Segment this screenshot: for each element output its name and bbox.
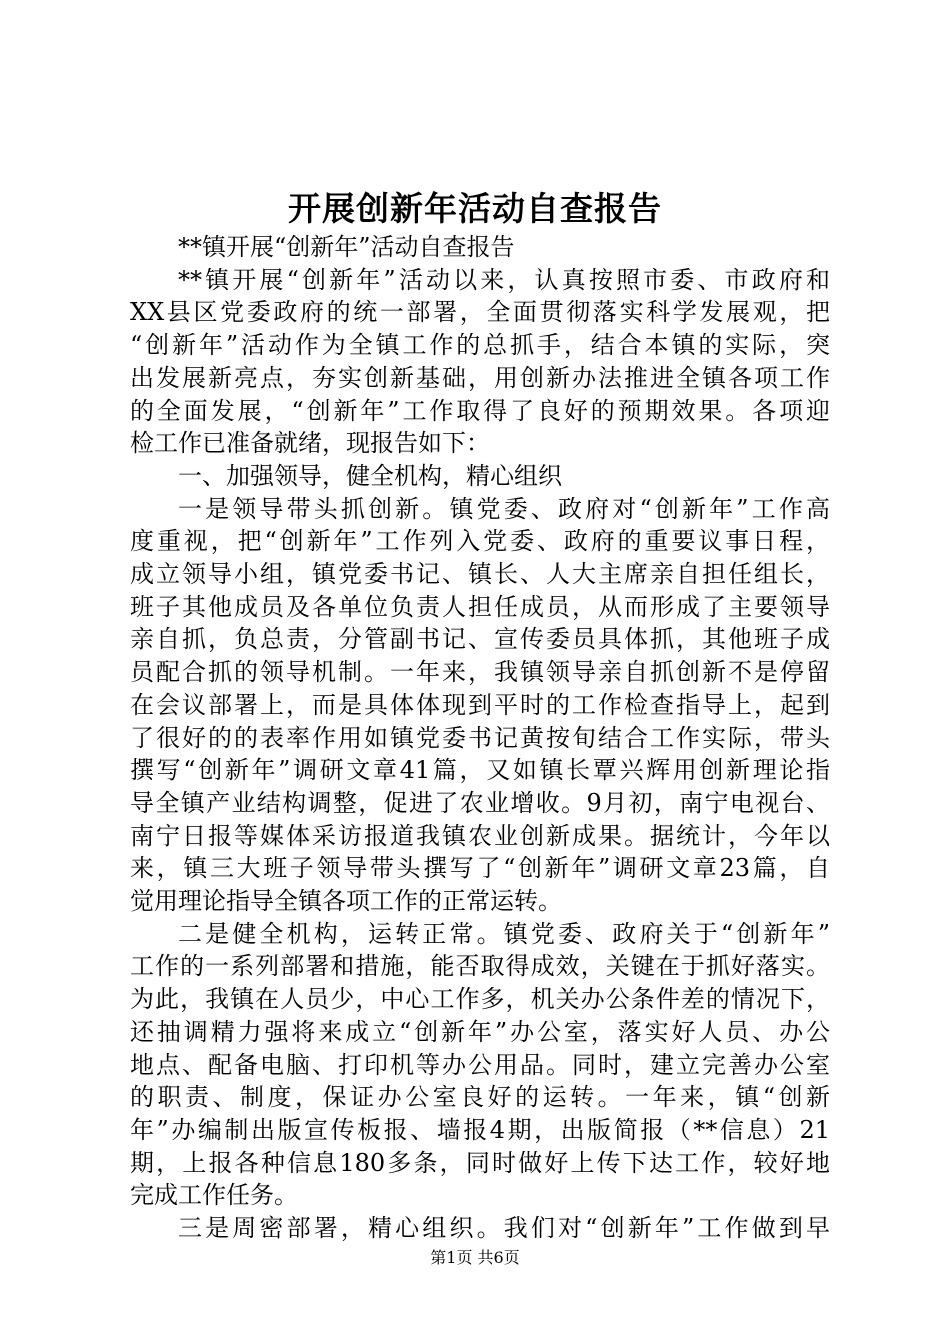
text-line: 成立领导小组，镇党委书记、镇长、人大主席亲自担任组长，: [130, 560, 830, 589]
text-line: 工作的一系列部署和措施，能否取得成效，关键在于抓好落实。: [130, 952, 830, 981]
text-line: 地点、配备电脑、打印机等办公用品。同时，建立完善办公室: [130, 1050, 830, 1079]
text-line: 撰写“创新年”调研文章41篇，又如镇长覃兴辉用创新理论指: [130, 756, 830, 785]
text-line: 出发展新亮点，夯实创新基础，用创新办法推进全镇各项工作: [130, 363, 830, 392]
text-line: 三是周密部署，精心组织。我们对“创新年”工作做到早: [178, 1214, 830, 1243]
text-line: 了很好的的表率作用如镇党委书记黄按旬结合工作实际，带头: [130, 723, 830, 752]
document-title: 开展创新年活动自查报告: [288, 189, 662, 228]
text-line: 班子其他成员及各单位负责人担任成员，从而形成了主要领导: [130, 592, 830, 621]
text-line: 导全镇产业结构调整，促进了农业增收。9月初，南宁电视台、: [130, 788, 830, 817]
text-line: XX县区党委政府的统一部署，全面贯彻落实科学发展观，把: [130, 298, 830, 327]
text-line: 检工作已准备就绪，现报告如下：: [130, 429, 490, 458]
text-line: 期，上报各种信息180多条，同时做好上传下达工作，较好地: [130, 1148, 830, 1177]
text-line: 来，镇三大班子领导带头撰写了“创新年”调研文章23篇，自: [130, 854, 830, 883]
text-line: 二是健全机构，运转正常。镇党委、政府关于“创新年”: [178, 919, 830, 948]
text-line: 的全面发展，“创新年”工作取得了良好的预期效果。各项迎: [130, 396, 830, 425]
text-line: 一、加强领导，健全机构，精心组织: [178, 461, 562, 490]
text-line: 还抽调精力强将来成立“创新年”办公室，落实好人员、办公: [130, 1017, 830, 1046]
text-line: 觉用理论指导全镇各项工作的正常运转。: [130, 887, 562, 916]
text-line: 完成工作任务。: [130, 1181, 298, 1210]
text-line: 员配合抓的领导机制。一年来，我镇领导亲自抓创新不是停留: [130, 658, 830, 687]
text-line: 亲自抓，负总责，分管副书记、宣传委员具体抓，其他班子成: [130, 625, 830, 654]
text-line: 为此，我镇在人员少，中心工作多，机关办公条件差的情况下，: [130, 985, 830, 1014]
text-line: 的职责、制度，保证办公室良好的运转。一年来，镇“创新: [130, 1083, 830, 1112]
text-line: **镇开展“创新年”活动自查报告: [178, 233, 515, 261]
text-line: 年”办编制出版宣传板报、墙报4期，出版简报（**信息）21: [130, 1115, 830, 1144]
text-line: 一是领导带头抓创新。镇党委、政府对“创新年”工作高: [178, 494, 830, 523]
text-line: 度重视，把“创新年”工作列入党委、政府的重要议事日程，: [130, 527, 830, 556]
text-line: **镇开展“创新年”活动以来，认真按照市委、市政府和: [178, 265, 830, 294]
page-footer: 第1页 共6页: [430, 1248, 520, 1267]
text-line: 南宁日报等媒体采访报道我镇农业创新成果。据统计，今年以: [130, 821, 830, 850]
text-line: “创新年”活动作为全镇工作的总抓手，结合本镇的实际，突: [130, 331, 830, 360]
text-line: 在会议部署上，而是具体体现到平时的工作检查指导上，起到: [130, 690, 830, 719]
document-body: [130, 231, 830, 1245]
